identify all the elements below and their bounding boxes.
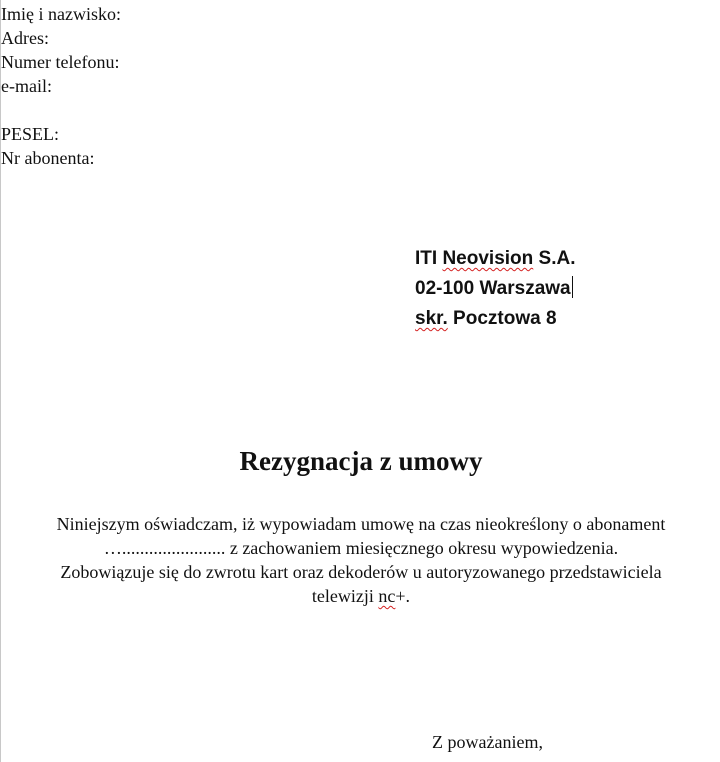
- pobox-rest: Pocztowa 8: [447, 308, 557, 329]
- company-name-spellcheck: Neovision: [442, 248, 534, 269]
- document-title: Rezygnacja z umowy: [239, 446, 483, 476]
- closing-salutation: Z poważaniem,: [432, 732, 543, 752]
- email-label: e-mail:: [1, 76, 52, 96]
- text-cursor: [572, 276, 573, 298]
- recipient-pobox: [415, 304, 576, 334]
- body-line-4-prefix: telewizji: [311, 586, 379, 606]
- body-line-4-suffix: +.: [395, 586, 411, 606]
- address-label: Adres:: [1, 28, 49, 48]
- city-text: 02-100 Warszawa: [415, 278, 571, 299]
- pesel-label: PESEL:: [1, 124, 60, 144]
- name-label: Imię i nazwisko:: [1, 4, 121, 24]
- body-line-3: Zobowiązuje się do zwrotu kart oraz dekoderów u autoryzowanego przedstawiciela: [60, 562, 662, 582]
- brand-spellcheck: nc: [378, 586, 396, 606]
- body-line-2: …....................... z zachowaniem miesięcznego okresu wypowiedzenia.: [103, 538, 619, 558]
- body-line-4: [1, 584, 720, 608]
- sender-details: [1, 2, 121, 170]
- company-suffix: S.A.: [533, 248, 576, 269]
- body-line-1: Niniejszym oświadczam, iż wypowiadam umowę na czas nieokreślony o abonament: [56, 514, 666, 534]
- recipient-company: [415, 244, 576, 274]
- letter-body: [1, 512, 720, 608]
- recipient-city: [415, 274, 576, 304]
- recipient-address: [415, 244, 576, 334]
- phone-label: Numer telefonu:: [1, 52, 120, 72]
- company-prefix: ITI: [415, 248, 443, 269]
- blank-line: [1, 98, 121, 122]
- subscriber-number-label: Nr abonenta:: [1, 148, 95, 168]
- pobox-abbrev-spellcheck: skr.: [415, 308, 448, 329]
